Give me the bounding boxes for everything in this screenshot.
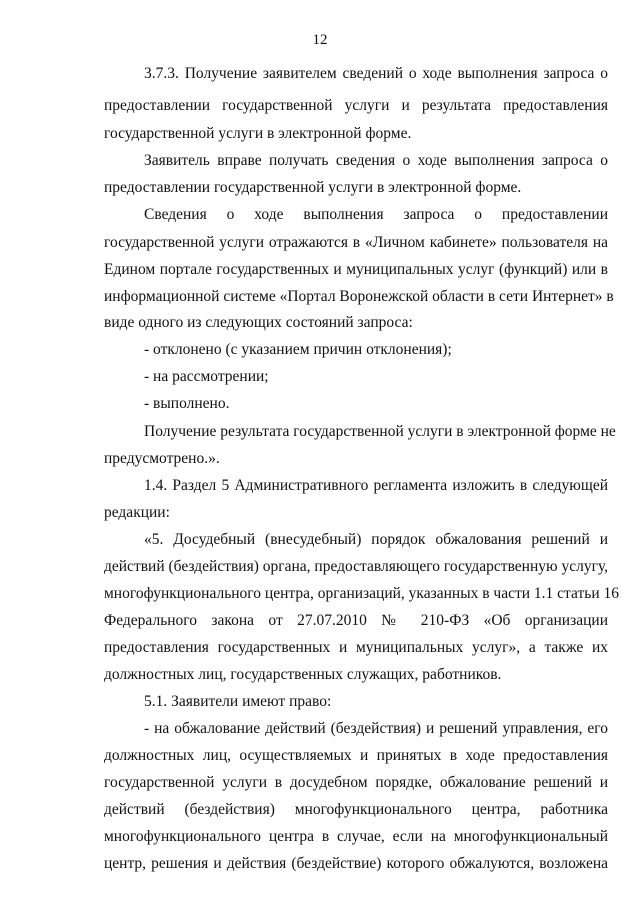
text-line: Заявитель вправе получать сведения о ходе выполнения запроса о: [144, 152, 608, 169]
text-line: государственной услуги в досудебном порядке, обжалование решений и: [104, 774, 608, 791]
list-item: - на рассмотрении;: [144, 368, 269, 385]
text-line: центр, решения и действия (бездействие) которого обжалуются, возложена: [104, 855, 608, 872]
list-item: - выполнено.: [144, 395, 230, 412]
text-line: предоставления государственных и муниципальных услуг», а также их: [104, 639, 608, 656]
text-line: Получение результата государственной услуги в электронной форме не: [144, 423, 616, 440]
text-line: Федерального закона от 27.07.2010 № 210-ФЗ «Об организации: [104, 612, 608, 629]
text-line: государственной услуги отражаются в «Личном кабинете» пользователя на: [104, 234, 608, 251]
list-item: - на обжалование действий (бездействия) и решений управления, его: [144, 720, 608, 737]
text-line: Сведения о ходе выполнения запроса о предоставлении: [144, 206, 608, 223]
text-line: редакции:: [104, 504, 170, 521]
text-line: многофункционального центра в случае, если на многофункциональный: [104, 828, 608, 845]
text-line: «5. Досудебный (внесудебный) порядок обжалования решений и: [144, 531, 608, 548]
text-line: должностных лиц, государственных служащих, работников.: [104, 666, 502, 683]
text-line: 1.4. Раздел 5 Административного регламента изложить в следующей: [144, 477, 608, 494]
text-line: государственной услуги в электронной форме.: [104, 125, 412, 142]
text-line: предусмотрено.».: [104, 450, 220, 467]
text-line: виде одного из следующих состояний запроса:: [104, 314, 413, 331]
text-line: 5.1. Заявители имеют право:: [144, 693, 332, 710]
text-line: Едином портале государственных и муниципальных услуг (функций) или в: [104, 261, 608, 278]
text-line: 3.7.3. Получение заявителем сведений о ходе выполнения запроса о: [144, 65, 608, 82]
text-line: предоставлении государственной услуги и результата предоставления: [104, 97, 608, 114]
text-line: действий (бездействия) многофункционального центра, работника: [104, 801, 608, 818]
text-line: информационной системе «Портал Воронежской области в сети Интернет» в: [104, 288, 614, 305]
list-item: - отклонено (с указанием причин отклонения);: [144, 341, 452, 358]
text-line: многофункционального центра, организаций, указанных в части 1.1 статьи 16: [104, 585, 620, 602]
text-line: должностных лиц, осуществляемых и принятых в ходе предоставления: [104, 747, 608, 764]
text-line: действий (бездействия) органа, предоставляющего государственную услугу,: [104, 558, 609, 575]
page-number: 12: [312, 32, 328, 48]
text-line: предоставлении государственной услуги в электронной форме.: [104, 179, 522, 196]
